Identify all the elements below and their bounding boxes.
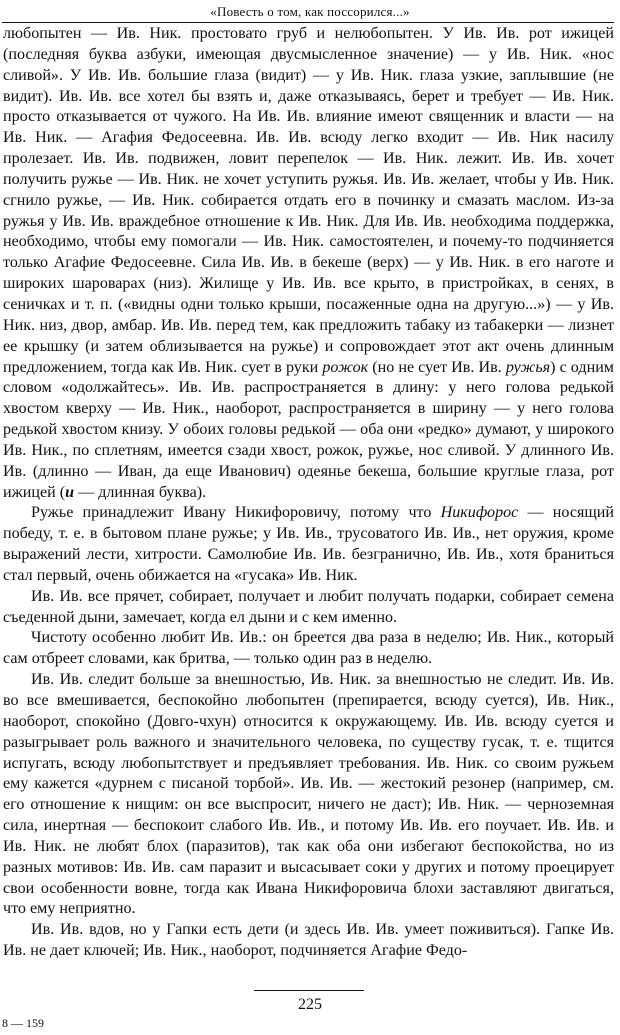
paragraph-3: Ив. Ив. все прячет, собирает, получает и любит получать подарки, собирает семена съеденной дыни, замечает, когда ел дыни и с кем именно. — [3, 587, 614, 626]
paragraph-4: Чистоту особенно любит Ив. Ив.: он бреется два раза в неделю; Ив. Ник., который сам отбреет словами, как бритва, — только один раз в неделю. — [3, 629, 614, 668]
paragraph-1 — [3, 24, 614, 503]
paragraph-1-text-c: ) с одним словом «одолжайтесь». Ив. Ив. распространяется в длину: у него голова редькой хвостом кверху — Ив. Ник., наоборот, распространяется в ширину — у него голова редькой хвостом книзу. У обоих головы редькой — оба они «редко» думают, у широкого Ив. Ник., по сплетням, имеется сзади хвост, рожок, ружье, нос сливой. У длинного Ив. Ив. (длинно — Иван, да еще Иванович) одеяньe бекеша, большие круглые глаза, рот ижицей ( — [3, 358, 614, 501]
running-header: «Повесть о том, как поссорился...» — [210, 4, 410, 19]
italic-nikiforos: Никифорос — [440, 504, 519, 522]
paragraph-6: Ив. Ив. вдов, но у Гапки есть дети (и здесь Ив. Ив. умеет поживиться). Гапке Ив. Ив. не дает ключей; Ив. Ник., наоборот, подчиняется Агафие Федо- — [3, 921, 614, 960]
paragraph-1-text-b: (но не сует Ив. Ив. — [368, 358, 506, 376]
italic-rozhok: рожок — [322, 358, 369, 376]
printer-signature: 8 — 159 — [2, 1016, 44, 1030]
italic-ruzhya: ружья — [505, 358, 551, 376]
italic-letter-i: и — [65, 483, 75, 501]
paragraph-2-text-a: Ружье принадлежит Ивану Никифоровичу, потому что — [31, 504, 441, 522]
paragraph-1-text-a: любопытен — Ив. Ник. простовато груб и нелюбопытен. У Ив. Ив. рот ижицей (последняя буква азбуки, имеющая двусмысленное значение) — у Ив. Ник. «нос сливой». У Ив. Ив. большие глаза (видит) — у Ив. Ник. глаза узкие, заплывшие (не видит). Ив. Ив. все хотел бы взять и, даже отказываясь, берет и требует — Ив. Ник. просто отказывается от чужого. На Ив. Ив. влияние имеют священник и власти — на Ив. Ник. — Агафия Федосеевна. Ив. Ив. всюду легко входит — Ив. Ник насилу пролезает. Ив. Ив. подвижен, ловит перепелок — Ив. Ник. лежит. Ив. Ив. хочет получить ружье — Ив. Ник. не хочет уступить ружья. Ив. Ив. желает, чтобы у Ив. Ник. сгнило ружье, — Ив. Ник. собирается отдать его в починку и смазать маслом. Из-за ружья у Ив. Ив. враждебное отношение к Ив. Ник. Для Ив. Ив. необходима поддержка, необходимо, чтобы ему помогали — Ив. Ник. самостоятелен, и почему-то подчиняется только Агафие Федосеевне. Сила Ив. Ив. в бекеше (верх) — у Ив. Ник. в его наготе и широких шароварах (низ). Жилище у Ив. Ив. все крыто, в пристройках, в сенях, в сеничках и т. п. («видны одни только крыши, посаженные одна на другую...») — у Ив. Ник. низ, двор, амбар. Ив. Ив. перед тем, как предложить табаку из табакерки — лизнет ее крышку (и затем облизывается на ружье) и сопровождает этот акт очень длинным предложением, тогда как Ив. Ник. сует в руки — [3, 25, 614, 376]
page-number: 225 — [298, 996, 322, 1013]
paragraph-1-text-d: — длинная буква). — [74, 483, 207, 501]
paragraph-5: Ив. Ив. следит больше за внешностью, Ив. Ник. за внешностью не следит. Ив. Ив. во все вмешивается, беспокойно любопытен (препирается, всюду суется), Ив. Ник., наоборот, спокойно (Довго-чхун) относится к окружающему. Ив. Ив. всюду суется и разыгрывает роль важного и значительного человека, по существу гусак, т. е. тщится испугать, всюду любопытствует и предъявляет требования. Ив. Ник. со своим ружьем ему кажется «дурнем с писаной торбой». Ив. Ив. — жестокий резонер (например, см. его отношение к нищим: он все выспросит, ничего не даст); Ив. Ник. — черноземная сила, инертная — беспокоит слабого Ив. Ив., и потому Ив. Ив. его поучает. Ив. Ив. и Ив. Ник. не любят блох (паразитов), так как оба они избегают беспокойства, но из разных мотивов: Ив. Ив. сам паразит и высасывает соки у других и потому проецирует свои особенности вовне, тогда как Ивана Никифоровича блохи заставляют двигаться, что ему неприятно. — [3, 671, 614, 918]
paragraph-2-text-b: — носящий победу, т. е. в бытовом плане ружье; у Ив. Ив., трусоватого Ив. Ив., нет оружия, кроме выражений лести, хитрости. Самолюбие Ив. Ив. безгранично, Ив. Ив., хотя браниться стал первый, очень обижается на «гусака» Ив. Ник. — [3, 504, 614, 584]
body-text — [3, 24, 614, 962]
footer-rule — [254, 990, 364, 991]
header-rule — [2, 22, 614, 23]
paragraph-2 — [3, 503, 614, 586]
